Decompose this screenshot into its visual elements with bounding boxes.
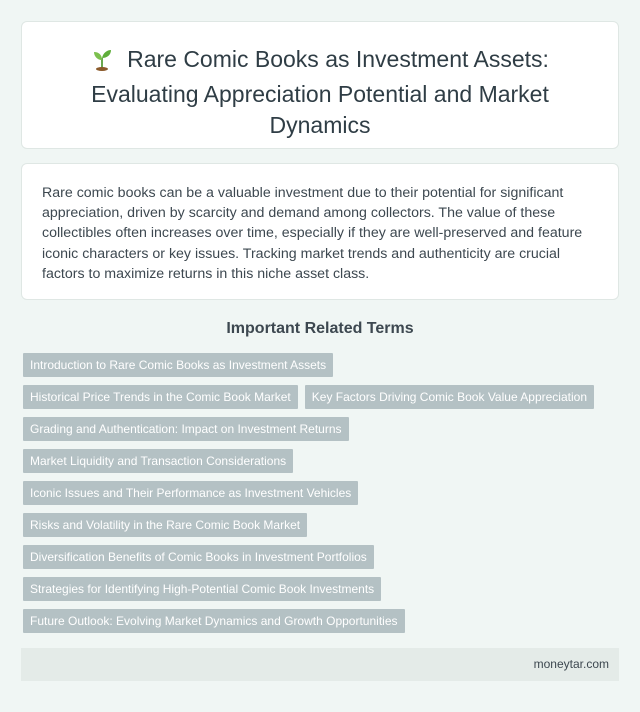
footer-site-name[interactable]: moneytar.com (533, 657, 609, 671)
tag-row (23, 513, 619, 537)
title-card (21, 21, 619, 149)
term-tag[interactable]: Market Liquidity and Transaction Considerations (23, 449, 293, 473)
term-tag[interactable]: Grading and Authentication: Impact on Investment Returns (23, 417, 349, 441)
related-terms-heading: Important Related Terms (226, 320, 414, 337)
term-tag[interactable]: Strategies for Identifying High-Potential Comic Book Investments (23, 577, 381, 601)
tag-row (23, 609, 619, 633)
title-text: Rare Comic Books as Investment Assets: Evaluating Appreciation Potential and Market Dynamics (91, 46, 549, 138)
term-tag[interactable]: Risks and Volatility in the Rare Comic Book Market (23, 513, 307, 537)
tag-row (23, 385, 619, 409)
summary-text: Rare comic books can be a valuable investment due to their potential for significant appreciation, driven by scarcity and demand among collectors. The value of these collectibles often increases over time, especially if they are well-preserved and feature iconic characters or key issues. Tracking market trends and authenticity are crucial factors to maximize returns in this niche asset class. (42, 185, 583, 282)
tag-row (23, 417, 619, 441)
term-tag[interactable]: Key Factors Driving Comic Book Value Appreciation (305, 385, 594, 409)
term-tag[interactable]: Future Outlook: Evolving Market Dynamics and Growth Opportunities (23, 609, 405, 633)
footer (21, 648, 619, 681)
tag-row (23, 353, 619, 377)
tag-row (23, 545, 619, 569)
term-tag[interactable]: Historical Price Trends in the Comic Book Market (23, 385, 298, 409)
term-tag[interactable]: Diversification Benefits of Comic Books in Investment Portfolios (23, 545, 374, 569)
term-tag[interactable]: Iconic Issues and Their Performance as Investment Vehicles (23, 481, 358, 505)
tag-row (23, 449, 619, 473)
tag-row (23, 577, 619, 601)
summary-card (21, 163, 619, 300)
page-title (22, 22, 618, 141)
related-terms-list (23, 353, 619, 641)
term-tag[interactable]: Introduction to Rare Comic Books as Investment Assets (23, 353, 333, 377)
tag-row (23, 481, 619, 505)
sprout-icon (91, 47, 113, 79)
